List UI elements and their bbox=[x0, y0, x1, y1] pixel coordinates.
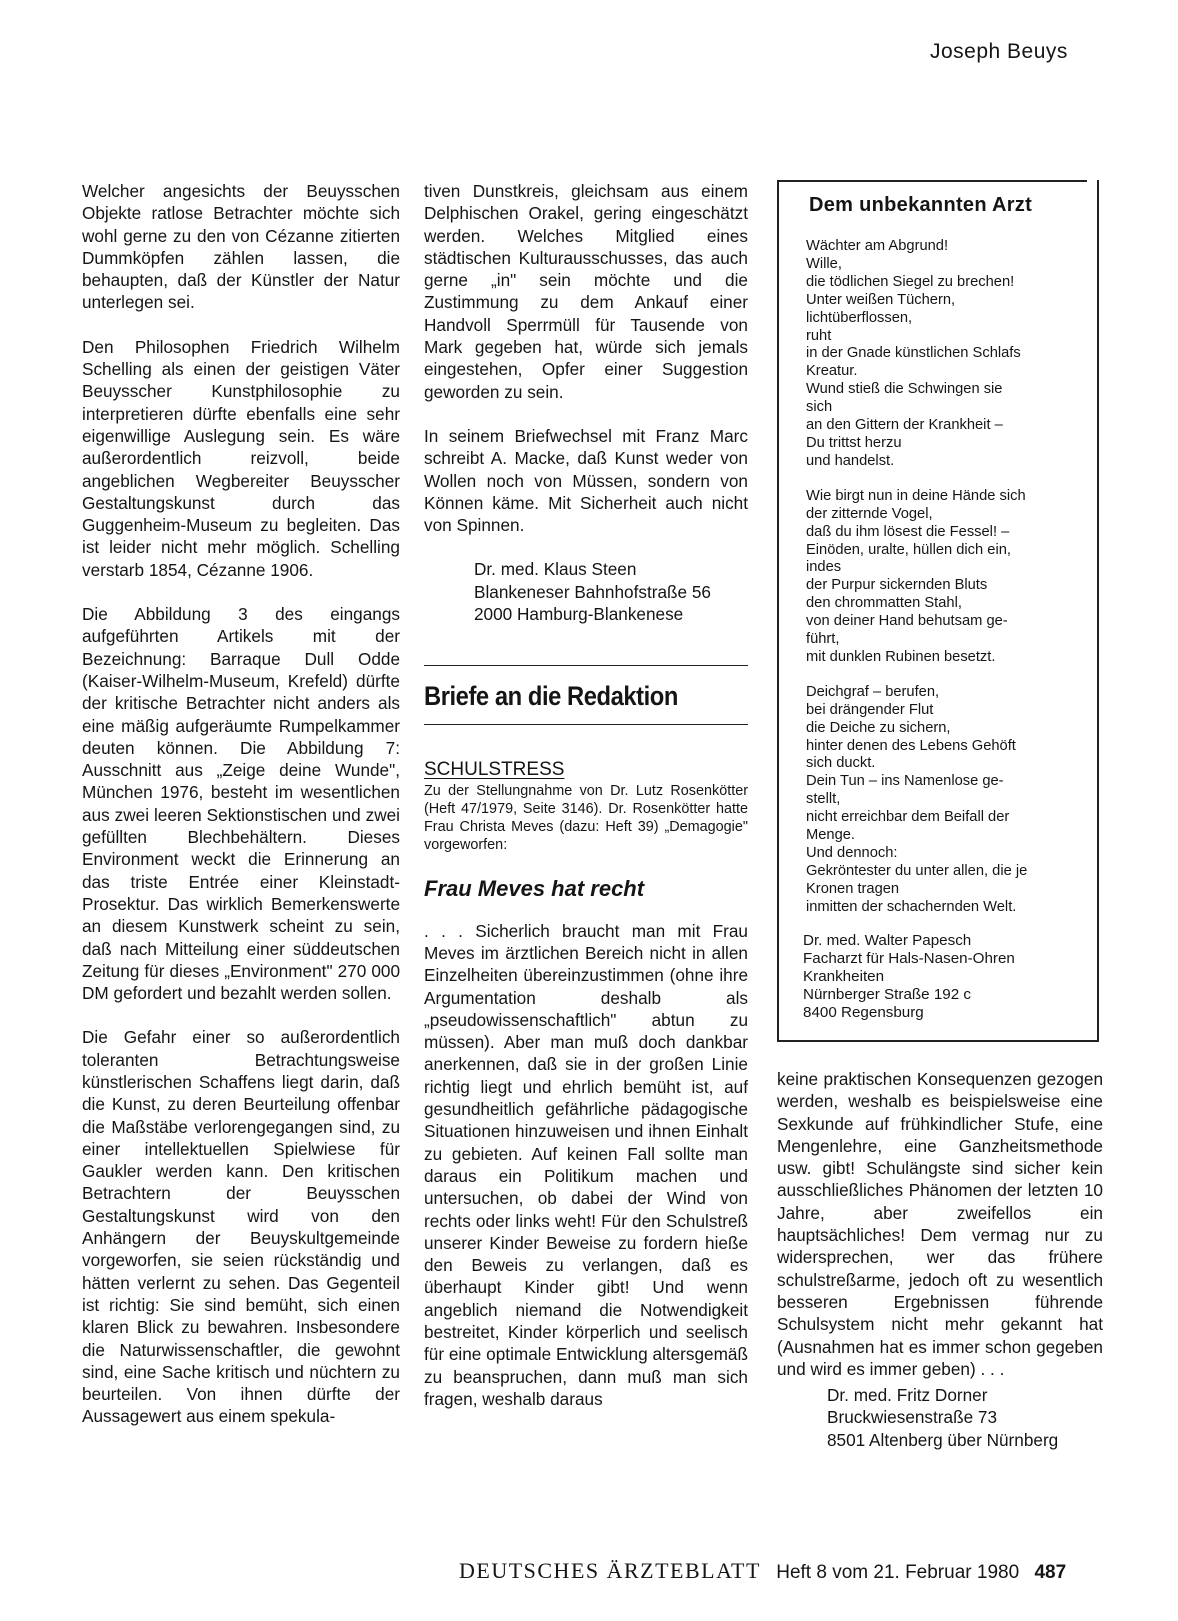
poem-line: sich duckt. bbox=[806, 755, 876, 772]
poem-line: Wund stieß die Schwingen sie bbox=[806, 381, 1003, 398]
poem-line: inmitten der schachernden Welt. bbox=[806, 898, 1017, 915]
poem-line: die tödlichen Siegel zu brechen! bbox=[806, 273, 1015, 290]
poem-line: an den Gittern der Krankheit – bbox=[806, 417, 1003, 434]
poem-line: führt, bbox=[806, 631, 840, 648]
article-column-3 bbox=[777, 1068, 1103, 1451]
poem-line: nicht erreichbar dem Beifall der bbox=[806, 809, 1010, 826]
poem-line: daß du ihm lösest die Fessel! – bbox=[806, 523, 1010, 540]
issue-info: Heft 8 vom 21. Februar 1980 bbox=[776, 1562, 1020, 1583]
signature-line: Dr. med. Walter Papesch bbox=[803, 932, 972, 949]
poem-line: der zitternde Vogel, bbox=[806, 505, 933, 522]
running-head: Joseph Beuys bbox=[930, 40, 1068, 63]
signature-line: 2000 Hamburg-Blankenese bbox=[474, 604, 684, 625]
poem-line: bei drängender Flut bbox=[806, 701, 934, 718]
signature-line: Blankeneser Bahnhofstraße 56 bbox=[474, 581, 711, 602]
poem-text bbox=[806, 238, 1078, 934]
poem-line: Einöden, uralte, hüllen dich ein, bbox=[806, 541, 1011, 558]
poem-line: ruht bbox=[806, 327, 832, 344]
poem-line: Unter weißen Tüchern, bbox=[806, 291, 956, 308]
article-column-1 bbox=[82, 180, 400, 1428]
poem-line: lichtüberflossen, bbox=[806, 309, 913, 326]
poem-stanza bbox=[806, 238, 1078, 471]
poem-stanza bbox=[806, 488, 1078, 667]
paragraph: Den Philosophen Friedrich Wilhelm Schelling als einen der geistigen Väter Beuysscher Kunstphilosophie zu interpretieren dürfte ebenfalls eine sehr eigenwillige Auslegung sein. Es wäre außerordentlich reizvoll, beide angeblichen Wegbereiter Beuysscher Gestaltungskunst durch das Guggenheim-Museum zu begleiten. Das ist leider nicht mehr möglich. Schelling verstarb 1854, Cézanne 1906. bbox=[82, 336, 400, 580]
poem-line: mit dunklen Rubinen besetzt. bbox=[806, 648, 996, 665]
letter-title: Frau Meves hat recht bbox=[424, 875, 645, 901]
article-column-2 bbox=[424, 180, 748, 1410]
paragraph: tiven Dunstkreis, gleichsam aus einem Delphischen Orakel, gering eingeschätzt werden. Welches Mitglied eines städtischen Kulturausschusses, das auch gerne „in" sein möchte und die Zustimmung zu dem Ankauf einer Handvoll Sperrmüll für Tausende von Mark gegeben hat, würde sich jemals eingestehen, Opfer einer Suggestion geworden zu sein. bbox=[424, 181, 748, 402]
letter-signature-steen bbox=[424, 558, 748, 625]
poem-stanza bbox=[806, 684, 1078, 917]
signature-line: 8501 Altenberg über Nürnberg bbox=[827, 1429, 1059, 1450]
poem-line: Wille, bbox=[806, 255, 842, 272]
poem-line: Wächter am Abgrund! bbox=[806, 238, 949, 254]
paragraph: Die Abbildung 3 des eingangs aufgeführten Artikels mit der Bezeichnung: Barraque Dull Odde (Kaiser-Wilhelm-Museum, Krefeld) dürfte der kritische Betrachter nicht anders als eine mäßig aufgeräumte Rumpelkammer deuten können. Die Abbildung 7: Ausschnitt aus „Zeige deine Wunde", München 1976, besteht im wesentlichen aus zwei leeren Sektionstischen und zwei gefüllten Blechbehältern. Dieses Environment weckt die Erinnerung an das triste Entrée einer Kleinstadt-Prosektur. Das wirklich Bemerkenswerte an diesem Kunstwerk scheint zu sein, daß nach Mitteilung einer süddeutschen Zeitung für dieses „Environment" 270 000 DM gefordert und bezahlt werden sollen. bbox=[82, 604, 400, 1004]
poem-line: sich bbox=[806, 399, 833, 416]
signature-line: Bruckwiesenstraße 73 bbox=[827, 1407, 998, 1428]
poem-line: in der Gnade künstlichen Schlafs bbox=[806, 345, 1021, 362]
section-label: SCHULSTRESS bbox=[424, 759, 565, 781]
poem-box-top-rule bbox=[777, 180, 1087, 182]
poem-line: Dein Tun – ins Namenlose ge- bbox=[806, 773, 1004, 790]
page-number: 487 bbox=[1034, 1562, 1067, 1583]
poem-title: Dem unbekannten Arzt bbox=[809, 194, 1033, 216]
poem-line: Kronen tragen bbox=[806, 880, 900, 897]
letter-intro: Zu der Stellungnahme von Dr. Lutz Rosenkötter (Heft 47/1979, Seite 3146). Dr. Rosenkötter hatte Frau Christa Meves (dazu: Heft 39) „Demagogie" vorgeworfen: bbox=[424, 782, 748, 853]
poem-line: Du trittst herzu bbox=[806, 434, 902, 451]
poem-line: und handelst. bbox=[806, 452, 895, 469]
poem-line: von deiner Hand behutsam ge- bbox=[806, 613, 1008, 630]
page-footer bbox=[459, 1558, 1066, 1584]
signature-line: Dr. med. Klaus Steen bbox=[474, 559, 637, 580]
poem-line: die Deiche zu sichern, bbox=[806, 719, 951, 736]
journal-name: DEUTSCHES ÄRZTEBLATT bbox=[459, 1558, 761, 1583]
poem-box bbox=[777, 180, 1099, 1042]
letter-continuation: keine praktischen Konsequenzen gezogen werden, weshalb es beispielsweise eine Sexkunde auf frühkindlicher Stufe, eine Mengenlehre, eine Ganzheitsmethode usw. gibt! Schulängste sind sicher kein ausschließliches Phänomen der letzten 10 Jahre, aber zweifellos ein hauptsächliches! Dem vermag nur zu widersprechen, wer das frühere schulstreßarme, jedoch oft zu wesentlich besseren Ergebnissen führende Schulsystem nicht mehr gekannt hat (Ausnahmen hat es immer schon gegeben und wird es immer geben) . . . bbox=[777, 1069, 1103, 1379]
poem-line: stellt, bbox=[806, 791, 841, 808]
signature-line: Facharzt für Hals-Nasen-Ohren bbox=[803, 950, 1015, 967]
poem-line: Und dennoch: bbox=[806, 845, 898, 861]
section-heading: Briefe an die Redaktion bbox=[424, 681, 678, 712]
section-top-rule bbox=[424, 665, 748, 666]
paragraph: Die Gefahr einer so außerordentlich toleranten Betrachtungsweise künstlerischen Schaffens liegt darin, daß die Kunst, zu deren Beurteilung offenbar die Maßstäbe verlorengegangen sind, zu einer intellektuellen Spielwiese für Gaukler werden kann. Den kritischen Betrachtern der Beuysschen Gestaltungskunst wird von den Anhängern der Beuyskultgemeinde vorgeworfen, sie seien rückständig und hätten verlernt zu sehen. Das Gegenteil ist richtig: Sie sind bemüht, sich einen klaren Blick zu bewahren. Insbesondere die Naturwissenschaftler, die gewohnt sind, eine Sache kritisch und nüchtern zu beurteilen. Von ihnen dürfte der Aussagewert aus einem spekula- bbox=[82, 1027, 400, 1427]
paragraph: In seinem Briefwechsel mit Franz Marc schreibt A. Macke, daß Kunst weder von Wollen noch von Müssen, sondern von Können käme. Mit Sicherheit auch nicht von Spinnen. bbox=[424, 425, 748, 536]
poem-signature bbox=[803, 932, 1015, 1022]
signature-line: Dr. med. Fritz Dorner bbox=[827, 1385, 988, 1406]
section-bottom-rule bbox=[424, 724, 748, 725]
letter-signature-dorner bbox=[777, 1384, 1103, 1451]
poem-line: der Purpur sickernden Bluts bbox=[806, 577, 988, 594]
poem-line: Gekröntester du unter allen, die je bbox=[806, 862, 1028, 879]
poem-line: Wie birgt nun in deine Hände sich bbox=[806, 487, 1026, 504]
poem-line: Deichgraf – berufen, bbox=[806, 683, 940, 700]
signature-line: 8400 Regensburg bbox=[803, 1004, 924, 1021]
poem-line: den chrommatten Stahl, bbox=[806, 595, 962, 612]
paragraph: Welcher angesichts der Beuysschen Objekte ratlose Betrachter möchte sich wohl gerne zu den von Cézanne zitierten Dummköpfen zählen lassen, die behaupten, daß der Künstler der Natur unterlegen sei. bbox=[82, 181, 400, 313]
letter-body: . . . Sicherlich braucht man mit Frau Meves im ärztlichen Bereich nicht in allen Einzelheiten übereinzustimmen (ohne ihre Argumentation deshalb als „pseudowissenschaftlich" abtun zu müssen). Aber man muß doch dankbar anerkennen, daß sie in der großen Linie richtig liegt und ehrlich bemüht ist, auf gesundheitlich gefährliche pädagogische Situationen hinzuweisen und ihnen Einhalt zu gebieten. Auf keinen Fall sollte man daraus ein Politikum machen und untersuchen, ob dabei der Wind von rechts oder links weht! Für den Schulstreß unserer Kinder Beweise zu fordern hieße den Beweis zu verlangen, daß es überhaupt Kinder gibt! Und wenn angeblich niemand die Notwendigkeit bestreitet, Kinder körperlich und seelisch für eine optimale Entwicklung altersgemäß zu beanspruchen, dann muß man sich fragen, weshalb daraus bbox=[424, 920, 748, 1409]
poem-line: indes bbox=[806, 559, 842, 576]
poem-line: Kreatur. bbox=[806, 363, 858, 380]
poem-line: hinter denen des Lebens Gehöft bbox=[806, 737, 1016, 754]
poem-line: Menge. bbox=[806, 827, 855, 844]
signature-line: Nürnberger Straße 192 c bbox=[803, 986, 971, 1003]
signature-line: Krankheiten bbox=[803, 968, 885, 985]
